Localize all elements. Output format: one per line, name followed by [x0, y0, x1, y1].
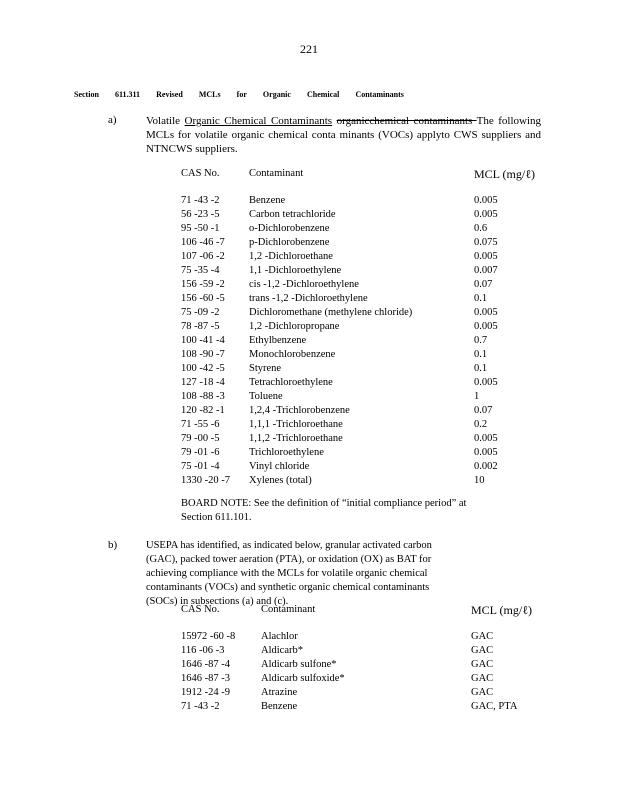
mcl-value: 0.1: [474, 349, 488, 360]
table-row: [181, 292, 535, 306]
cas-number: 1330 -20 -7: [181, 475, 230, 486]
mcl-value: GAC: [471, 687, 494, 698]
cas-number: 71 -43 -2: [181, 195, 220, 206]
contaminant-name: Ethylbenzene: [249, 335, 307, 346]
header-cas: CAS No.: [181, 168, 220, 179]
table-row: [181, 208, 535, 222]
table-row: [181, 278, 535, 292]
header-mcl: MCL (mg/ℓ): [471, 603, 532, 617]
cas-number: 100 -42 -5: [181, 363, 225, 374]
cas-number: 56 -23 -5: [181, 209, 220, 220]
section-word: Revised: [156, 90, 183, 99]
cas-number: 108 -88 -3: [181, 391, 225, 402]
table-row: [181, 362, 535, 376]
header-mcl: MCL (mg/ℓ): [474, 167, 535, 181]
table-row: [181, 474, 535, 488]
cas-number: 120 -82 -1: [181, 405, 225, 416]
table-row: [181, 320, 535, 334]
mcl-value: 0.07: [474, 405, 493, 416]
contaminant-name: Atrazine: [261, 687, 298, 698]
table-row: [181, 644, 532, 658]
mcl-value: 0.005: [474, 321, 498, 332]
struck-deletion: organicchemical contaminants: [336, 115, 477, 127]
table-row: [181, 686, 532, 700]
table-row: [181, 390, 535, 404]
section-word: 611.311: [114, 90, 141, 99]
table-row: [181, 264, 535, 278]
cas-number: 79 -00 -5: [181, 433, 220, 444]
body-text: The following MCLs for volatile organic chemical conta minants (VOCs) applyto CWS suppliers and NTNCWS suppliers.: [146, 115, 542, 155]
table-row: [181, 334, 535, 348]
cas-number: 71 -55 -6: [181, 419, 220, 430]
table-row: [181, 348, 535, 362]
subsection-a-text: [146, 114, 541, 156]
cas-number: 1646 -87 -3: [181, 673, 230, 684]
mcl-value: 1: [474, 391, 480, 402]
mcl-value: 0.005: [474, 195, 498, 206]
mcl-value: 0.2: [474, 419, 488, 430]
table-row: [181, 460, 535, 474]
contaminant-name: 1,2,4 -Trichlorobenzene: [249, 405, 350, 416]
contaminant-name: Vinyl chloride: [249, 461, 310, 472]
mcl-value: GAC: [471, 673, 494, 684]
board-note: BOARD NOTE: See the definition of “initial compliance period” at Section 611.101.: [181, 498, 467, 523]
cas-number: 100 -41 -4: [181, 335, 225, 346]
header-cas: CAS No.: [181, 604, 220, 615]
table-row: [181, 194, 535, 208]
mcl-value: 0.6: [474, 223, 488, 234]
table-row: [181, 222, 535, 236]
table-row: [181, 630, 532, 644]
contaminant-name: Aldicarb sulfone*: [261, 659, 337, 670]
contaminant-name: Dichloromethane (methylene chloride): [249, 307, 413, 318]
header-contaminant: Contaminant: [261, 604, 316, 615]
mcl-value: 0.075: [474, 237, 498, 248]
cas-number: 95 -50 -1: [181, 223, 220, 234]
mcl-value: 0.005: [474, 447, 498, 458]
section-word: Organic: [262, 90, 291, 99]
mcl-value: 0.1: [474, 293, 488, 304]
section-heading: [74, 90, 404, 99]
cas-number: 106 -46 -7: [181, 237, 225, 248]
table-body: [181, 630, 532, 714]
page-number: 221: [300, 42, 318, 56]
contaminant-name: o-Dichlorobenzene: [249, 223, 330, 234]
contaminant-name: Benzene: [249, 195, 286, 206]
section-word: Chemical: [306, 90, 340, 99]
mcl-value: 0.07: [474, 279, 493, 290]
mcl-value: 0.005: [474, 433, 498, 444]
mcl-value: 0.007: [474, 265, 498, 276]
cas-number: 1646 -87 -4: [181, 659, 230, 670]
voc-mcl-table: [181, 166, 535, 488]
table-row: [181, 418, 535, 432]
cas-number: 78 -87 -5: [181, 321, 220, 332]
table-row: [181, 376, 535, 390]
mcl-value: GAC: [471, 631, 494, 642]
table-row: [181, 404, 535, 418]
cas-number: 1912 -24 -9: [181, 687, 230, 698]
mcl-value: GAC: [471, 645, 494, 656]
contaminant-name: Xylenes (total): [249, 475, 312, 486]
contaminant-name: 1,2 -Dichloropropane: [249, 321, 340, 332]
section-word: Contaminants: [355, 90, 404, 99]
contaminant-name: Toluene: [249, 391, 283, 402]
table-row: [181, 658, 532, 672]
cas-number: 156 -60 -5: [181, 293, 225, 304]
table-row: [181, 432, 535, 446]
table-header: [181, 602, 532, 622]
contaminant-name: 1,2 -Dichloroethane: [249, 251, 333, 262]
subsection-a-label: a): [108, 114, 117, 126]
bat-table: [181, 602, 532, 714]
section-word: for: [236, 90, 247, 99]
contaminant-name: trans -1,2 -Dichloroethylene: [249, 293, 368, 304]
contaminant-name: Aldicarb sulfoxide*: [261, 673, 345, 684]
table-header: [181, 166, 535, 186]
mcl-value: 0.005: [474, 251, 498, 262]
cas-number: 75 -09 -2: [181, 307, 220, 318]
table-row: [181, 250, 535, 264]
table-row: [181, 446, 535, 460]
cas-number: 75 -35 -4: [181, 265, 220, 276]
contaminant-name: Styrene: [249, 363, 282, 374]
section-word: Section: [74, 90, 99, 99]
table-row: [181, 672, 532, 686]
cas-number: 15972 -60 -8: [181, 631, 236, 642]
mcl-value: GAC, PTA: [471, 701, 518, 712]
cas-number: 79 -01 -6: [181, 447, 220, 458]
mcl-value: GAC: [471, 659, 494, 670]
contaminant-name: cis -1,2 -Dichloroethylene: [249, 279, 359, 290]
contaminant-name: 1,1,2 -Trichloroethane: [249, 433, 343, 444]
contaminant-name: p-Dichlorobenzene: [249, 237, 330, 248]
mcl-value: 0.005: [474, 377, 498, 388]
contaminant-name: Alachlor: [261, 631, 298, 642]
table-row: [181, 236, 535, 250]
contaminant-name: Tetrachloroethylene: [249, 377, 333, 388]
contaminant-name: Aldicarb*: [261, 645, 303, 656]
table-body: [181, 194, 535, 488]
cas-number: 108 -90 -7: [181, 349, 225, 360]
contaminant-name: 1,1,1 -Trichloroethane: [249, 419, 343, 430]
contaminant-name: Monochlorobenzene: [249, 349, 336, 360]
cas-number: 75 -01 -4: [181, 461, 220, 472]
cas-number: 127 -18 -4: [181, 377, 225, 388]
underlined-insertion: Organic Chemical Contaminants: [184, 115, 333, 127]
header-contaminant: Contaminant: [249, 168, 304, 179]
cas-number: 156 -59 -2: [181, 279, 225, 290]
mcl-value: 0.005: [474, 307, 498, 318]
contaminant-name: 1,1 -Dichloroethylene: [249, 265, 342, 276]
contaminant-name: Carbon tetrachloride: [249, 209, 336, 220]
contaminant-name: Trichloroethylene: [249, 447, 324, 458]
cas-number: 71 -43 -2: [181, 701, 220, 712]
table-row: [181, 700, 532, 714]
cas-number: 116 -06 -3: [181, 645, 225, 656]
mcl-value: 0.005: [474, 209, 498, 220]
table-row: [181, 306, 535, 320]
lead-text: Volatile: [146, 115, 185, 127]
subsection-b-label: b): [108, 539, 118, 551]
mcl-value: 0.1: [474, 363, 488, 374]
contaminant-name: Benzene: [261, 701, 298, 712]
subsection-b-text: USEPA has identified, as indicated below, granular activated carbon (GAC), packed tower aeration (PTA), or oxidation (OX) as BAT for achieving compliance with the MCLs for volatile organic chemical contaminants (VOCs) and synthetic organic chemical contaminants (SOCs) in subsections (a) and (c).: [146, 540, 432, 607]
mcl-value: 0.002: [474, 461, 498, 472]
section-word: MCLs: [198, 90, 221, 99]
cas-number: 107 -06 -2: [181, 251, 225, 262]
mcl-value: 10: [474, 475, 485, 486]
mcl-value: 0.7: [474, 335, 488, 346]
